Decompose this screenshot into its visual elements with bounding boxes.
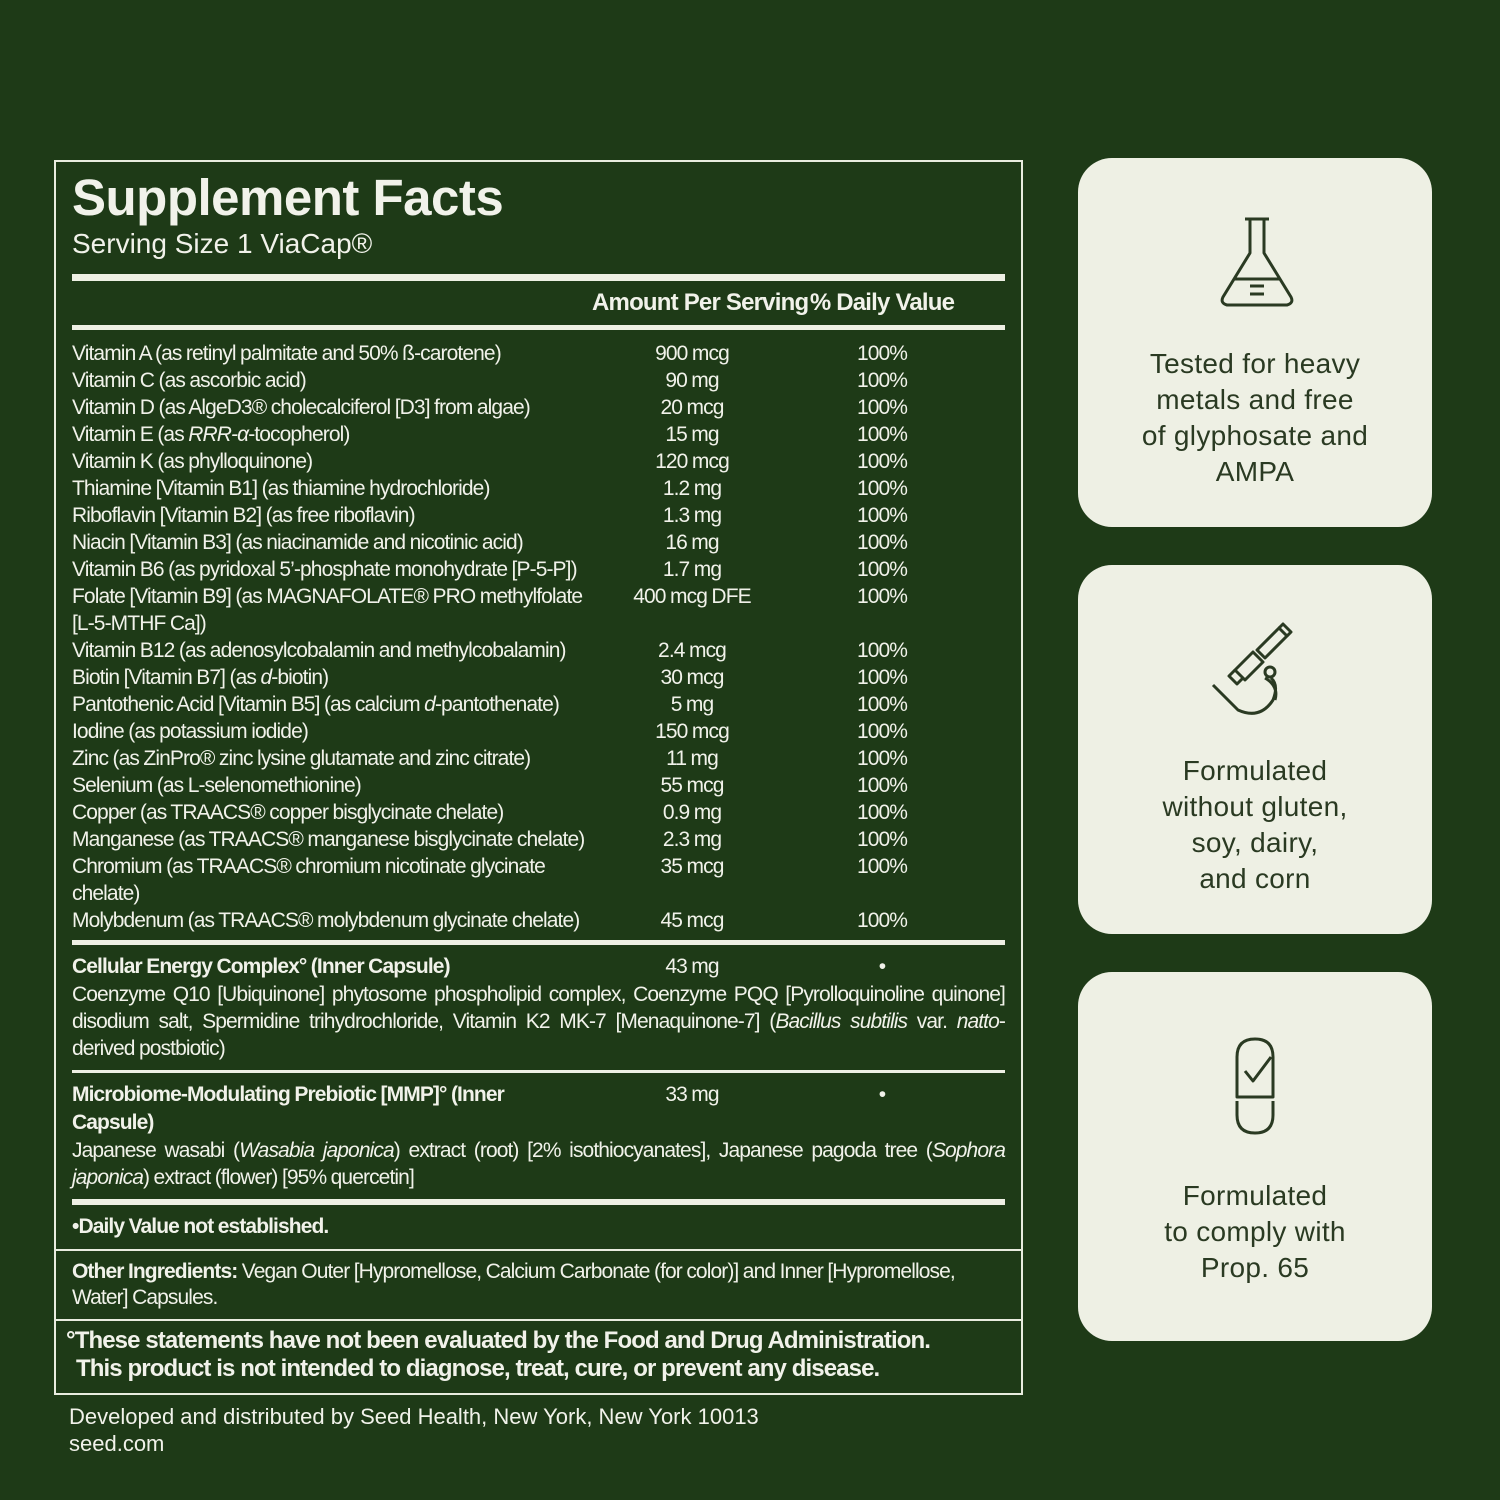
- nutrient-row: [72, 799, 1005, 826]
- section-amount: 43 mg: [665, 955, 719, 978]
- text-segment: -tocopherol): [248, 423, 350, 446]
- nutrient-dv: 100%: [856, 342, 908, 365]
- other-label: Other Ingredients:: [72, 1260, 238, 1283]
- nutrient-amount: 45 mcg: [660, 909, 724, 932]
- section-heading: Microbiome-Modulating Prebiotic [MMP]° (Inner Capsule): [72, 1083, 504, 1134]
- nutrient-name: [72, 529, 592, 556]
- nutrient-row: [72, 340, 1005, 367]
- nutrient-amount: 150 mcg: [655, 720, 729, 743]
- text-segment: Vitamin K (as phylloquinone): [72, 450, 313, 473]
- italic-term: d: [260, 666, 272, 689]
- italic-term: Sophora japonica: [72, 1139, 1005, 1189]
- amount-header: Amount Per Serving: [592, 289, 809, 316]
- nutrient-amount: 20 mcg: [660, 396, 724, 419]
- nutrient-row: [72, 394, 1005, 421]
- nutrient-list: [72, 340, 1005, 934]
- text-segment: Vitamin C (as ascorbic acid): [72, 369, 306, 392]
- text-segment: Coenzyme Q10 [Ubiquinone] phytosome phospholipid complex, Coenzyme PQQ [Pyrolloquinoline quinone] disodium salt, Spermidine trihydrochloride, Vitamin K2 MK-7 [Menaquinone-7] (: [72, 983, 1005, 1033]
- italic-term: Bacillus subtilis: [775, 1010, 908, 1033]
- nutrient-dv: 100%: [856, 801, 908, 824]
- nutrient-row: [72, 745, 1005, 772]
- nutrient-name: [72, 799, 592, 826]
- nutrient-name: [72, 421, 592, 448]
- nutrient-row: [72, 718, 1005, 745]
- text-segment: Thiamine [Vitamin B1] (as thiamine hydrochloride): [72, 477, 490, 500]
- nutrient-name: [72, 691, 592, 718]
- nutrient-row: [72, 583, 1005, 637]
- text-segment: Copper (as TRAACS® copper bisglycinate chelate): [72, 801, 504, 824]
- nutrient-row: [72, 664, 1005, 691]
- nutrient-dv: 100%: [856, 369, 908, 392]
- card-heavy-metals: [1078, 158, 1432, 527]
- footer: [54, 1403, 1023, 1457]
- text-segment: Manganese (as TRAACS® manganese bisglycinate chelate): [72, 828, 585, 851]
- nutrient-row: [72, 502, 1005, 529]
- nutrient-row: [72, 367, 1005, 394]
- nutrient-row: [72, 772, 1005, 799]
- complex-section: [72, 945, 1005, 1073]
- card-text: Formulated without gluten, soy, dairy, and corn: [1162, 755, 1348, 894]
- nutrient-dv: 100%: [856, 639, 908, 662]
- nutrient-name: [72, 907, 592, 934]
- nutrient-amount: 1.3 mg: [662, 504, 722, 527]
- nutrient-amount: 2.3 mg: [662, 828, 722, 851]
- nutrient-row: [72, 475, 1005, 502]
- nutrient-amount: 55 mcg: [660, 774, 724, 797]
- complex-section: [72, 1073, 1005, 1205]
- nutrient-name: [72, 448, 592, 475]
- text-segment: Vitamin A (as retinyl palmitate and 50% ß-carotene): [72, 342, 501, 365]
- text-segment: ) extract (flower) [95% quercetin]: [143, 1166, 414, 1189]
- fda-disclaimer: [66, 1321, 1005, 1383]
- nutrient-amount: 400 mcg DFE: [633, 585, 751, 608]
- section-header-row: [72, 953, 1005, 981]
- text-segment: -pantothenate): [434, 693, 559, 716]
- nutrient-dv: 100%: [856, 423, 908, 446]
- section-description: [72, 981, 1005, 1062]
- microscope-icon: [1205, 620, 1305, 720]
- text-segment: -biotin): [271, 666, 329, 689]
- nutrient-dv: 100%: [856, 531, 908, 554]
- nutrient-amount: 5 mg: [670, 693, 714, 716]
- nutrient-row: [72, 853, 1005, 907]
- fda-line-1: °These statements have not been evaluated by the Food and Drug Administration.: [66, 1327, 930, 1354]
- distributor-line: Developed and distributed by Seed Health, New York, New York 10013: [69, 1404, 759, 1429]
- nutrient-amount: 90 mg: [665, 369, 719, 392]
- nutrient-amount: 15 mg: [665, 423, 719, 446]
- divider: [72, 274, 1005, 281]
- serving-size: Serving Size 1 ViaCap®: [72, 228, 373, 259]
- nutrient-row: [72, 826, 1005, 853]
- nutrient-dv: 100%: [856, 693, 908, 716]
- supplement-facts-panel: [54, 160, 1023, 1395]
- nutrient-name: [72, 556, 592, 583]
- dv-note: •Daily Value not established.: [72, 1215, 329, 1238]
- other-text: Vegan Outer [Hypromellose, Calcium Carbonate (for color)] and Inner [Hypromellose, Water] Capsules.: [72, 1260, 955, 1309]
- text-segment: Japanese wasabi (: [72, 1139, 240, 1162]
- text-segment: Vitamin B12 (as adenosylcobalamin and methylcobalamin): [72, 639, 566, 662]
- nutrient-dv: 100%: [856, 666, 908, 689]
- nutrient-row: [72, 556, 1005, 583]
- section-dv: •: [878, 955, 886, 978]
- nutrient-row: [72, 529, 1005, 556]
- nutrient-row: [72, 448, 1005, 475]
- nutrient-name: [72, 367, 592, 394]
- nutrient-dv: 100%: [856, 585, 908, 608]
- card-text: Formulated to comply with Prop. 65: [1164, 1180, 1346, 1283]
- text-segment: Pantothenic Acid [Vitamin B5] (as calcium: [72, 693, 425, 716]
- italic-term: Wasabia japonica: [239, 1139, 394, 1162]
- nutrient-dv: 100%: [856, 504, 908, 527]
- website-link[interactable]: seed.com: [69, 1431, 165, 1456]
- nutrient-dv: 100%: [856, 450, 908, 473]
- nutrient-amount: 900 mcg: [655, 342, 729, 365]
- card-allergen-free: [1078, 565, 1432, 934]
- text-segment: ) extract (root) [2% isothiocyanates], Japanese pagoda tree (: [393, 1139, 932, 1162]
- nutrient-amount: 11 mg: [666, 747, 718, 770]
- text-segment: Folate [Vitamin B9] (as MAGNAFOLATE® PRO methylfolate [L-5-MTHF Ca]): [72, 585, 583, 635]
- nutrient-dv: 100%: [856, 720, 908, 743]
- nutrient-amount: 0.9 mg: [662, 801, 722, 824]
- section-amount: 33 mg: [665, 1083, 719, 1106]
- text-segment: Selenium (as L-selenomethionine): [72, 774, 361, 797]
- nutrient-name: [72, 826, 592, 853]
- fda-line-2: This product is not intended to diagnose, treat, cure, or prevent any disease.: [76, 1355, 880, 1382]
- nutrient-dv: 100%: [856, 774, 908, 797]
- text-segment: Vitamin D (as AlgeD3® cholecalciferol [D3] from algae): [72, 396, 530, 419]
- nutrient-name: [72, 853, 592, 907]
- nutrient-dv: 100%: [856, 477, 908, 500]
- card-text: Tested for heavy metals and free of glyphosate and AMPA: [1141, 348, 1369, 487]
- nutrient-dv: 100%: [856, 855, 908, 878]
- section-header-row: [72, 1081, 1005, 1137]
- italic-term: RRR-α: [188, 423, 249, 446]
- card-prop65: [1078, 972, 1432, 1341]
- nutrient-name: [72, 583, 592, 637]
- text-segment: -derived postbiotic): [72, 1010, 1005, 1060]
- divider: [72, 325, 1005, 330]
- text-segment: Chromium (as TRAACS® chromium nicotinate glycinate chelate): [72, 855, 545, 905]
- nutrient-amount: 35 mcg: [660, 855, 724, 878]
- section-heading: Cellular Energy Complex° (Inner Capsule): [72, 955, 450, 978]
- italic-term: natto: [956, 1010, 999, 1033]
- nutrient-row: [72, 691, 1005, 718]
- nutrient-dv: 100%: [856, 747, 908, 770]
- nutrient-dv: 100%: [856, 558, 908, 581]
- section-dv: •: [878, 1083, 886, 1106]
- nutrient-amount: 1.2 mg: [662, 477, 722, 500]
- text-segment: Niacin [Vitamin B3] (as niacinamide and nicotinic acid): [72, 531, 523, 554]
- column-header: [72, 281, 1005, 325]
- text-segment: var.: [907, 1010, 957, 1033]
- text-segment: Biotin [Vitamin B7] (as: [72, 666, 261, 689]
- nutrient-name: [72, 772, 592, 799]
- nutrient-dv: 100%: [856, 396, 908, 419]
- nutrient-name: [72, 664, 592, 691]
- text-segment: Iodine (as potassium iodide): [72, 720, 308, 743]
- text-segment: Zinc (as ZinPro® zinc lysine glutamate and zinc citrate): [72, 747, 531, 770]
- complex-sections: [72, 945, 1005, 1205]
- text-segment: Riboflavin [Vitamin B2] (as free riboflavin): [72, 504, 415, 527]
- nutrient-row: [72, 421, 1005, 448]
- nutrient-dv: 100%: [856, 828, 908, 851]
- facts-title: Supplement Facts: [72, 169, 504, 226]
- section-description: [72, 1137, 1005, 1191]
- nutrient-name: [72, 745, 592, 772]
- nutrient-amount: 1.7 mg: [662, 558, 722, 581]
- dv-header: % Daily Value: [809, 289, 955, 316]
- nutrient-name: [72, 475, 592, 502]
- nutrient-amount: 120 mcg: [655, 450, 729, 473]
- nutrient-amount: 16 mg: [665, 531, 719, 554]
- nutrient-name: [72, 718, 592, 745]
- nutrient-row: [72, 637, 1005, 664]
- other-ingredients: [72, 1251, 1005, 1319]
- nutrient-amount: 30 mcg: [660, 666, 724, 689]
- nutrient-dv: 100%: [856, 909, 908, 932]
- left-column: [54, 160, 1023, 1457]
- flask-icon: [1205, 213, 1305, 313]
- nutrient-name: [72, 637, 592, 664]
- nutrient-name: [72, 340, 592, 367]
- text-segment: Vitamin B6 (as pyridoxal 5’-phosphate monohydrate [P-5-P]): [72, 558, 577, 581]
- nutrient-name: [72, 394, 592, 421]
- text-segment: Molybdenum (as TRAACS® molybdenum glycinate chelate): [72, 909, 580, 932]
- nutrient-row: [72, 907, 1005, 934]
- nutrient-amount: 2.4 mcg: [658, 639, 726, 662]
- nutrient-name: [72, 502, 592, 529]
- capsule-check-icon: [1205, 1027, 1305, 1137]
- text-segment: Vitamin E (as: [72, 423, 189, 446]
- italic-term: d: [424, 693, 435, 716]
